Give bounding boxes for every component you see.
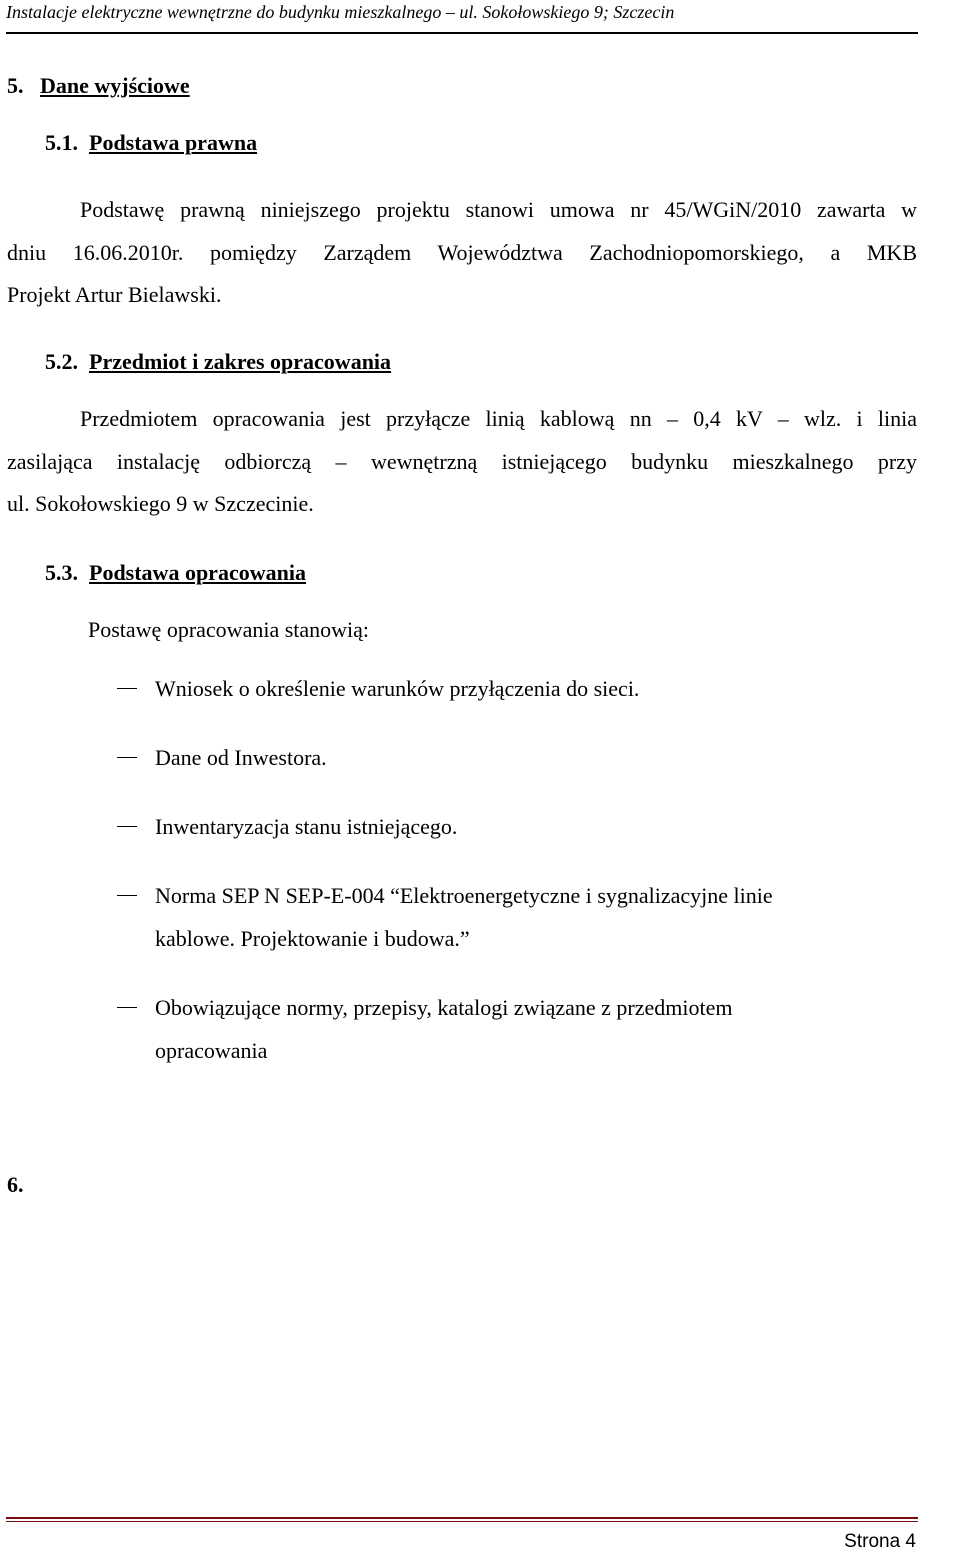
section-6-heading (7, 1171, 24, 1199)
section-5-2-paragraph (7, 398, 917, 526)
section-5-heading (7, 72, 190, 100)
footer-divider (6, 1517, 918, 1519)
section-title: Podstawa prawna (89, 130, 258, 155)
paragraph-line: Przedmiotem opracowania jest przyłącze linią kablową nn – 0,4 kV – wlz. i linia (80, 406, 917, 431)
paragraph-line: Projekt Artur Bielawski. (7, 282, 222, 307)
section-5-2-heading (45, 348, 391, 376)
paragraph-line: Podstawę prawną niniejszego projektu stanowi umowa nr 45/WGiN/2010 zawarta w (80, 197, 917, 222)
section-5-1-heading (45, 129, 257, 157)
list-item-text: Dane od Inwestora. (155, 745, 327, 770)
list-item-text: Wniosek o określenie warunków przyłączenia do sieci. (155, 676, 640, 701)
section-number: 5.3. (45, 560, 78, 585)
dash-bullet-icon (117, 688, 137, 689)
footer-divider-thin (6, 1521, 918, 1522)
section-5-3-intro: Postawę opracowania stanowią: (88, 617, 370, 642)
section-5-1-paragraph (7, 189, 917, 317)
section-number: 5.1. (45, 130, 78, 155)
list-item (117, 987, 877, 1075)
list-item (117, 806, 877, 850)
dash-bullet-icon (117, 1007, 137, 1008)
dash-bullet-icon (117, 826, 137, 827)
list-item-text: Inwentaryzacja stanu istniejącego. (155, 814, 458, 839)
header-divider (6, 32, 918, 34)
section-number: 5. (7, 73, 24, 98)
running-header: Instalacje elektryczne wewnętrzne do budynku mieszkalnego – ul. Sokołowskiego 9; Szczecin (6, 2, 675, 22)
dash-bullet-icon (117, 895, 137, 896)
paragraph-line: ul. Sokołowskiego 9 w Szczecinie. (7, 491, 314, 516)
dash-bullet-icon (117, 757, 137, 758)
paragraph-line: zasilająca instalację odbiorczą – wewnętrzną istniejącego budynku mieszkalnego przy (7, 448, 917, 474)
list-item (117, 875, 877, 963)
list-item (117, 737, 877, 781)
section-number: 6. (7, 1172, 24, 1197)
section-title: Dane wyjściowe (40, 73, 190, 98)
list-item-text: Obowiązujące normy, przepisy, katalogi związane z przedmiotem opracowania (155, 995, 733, 1063)
list-item (117, 668, 877, 712)
section-number: 5.2. (45, 349, 78, 374)
page-number: Strona 4 (844, 1531, 916, 1552)
paragraph-line: dniu 16.06.2010r. pomiędzy Zarządem Województwa Zachodniopomorskiego, a MKB (7, 239, 917, 265)
section-5-3-heading (45, 559, 306, 587)
section-title: Podstawa opracowania (89, 560, 306, 585)
section-title: Przedmiot i zakres opracowania (89, 349, 392, 374)
list-item-text: Norma SEP N SEP-E-004 “Elektroenergetyczne i sygnalizacyjne linie kablowe. Projektowanie i budowa.” (155, 883, 773, 951)
